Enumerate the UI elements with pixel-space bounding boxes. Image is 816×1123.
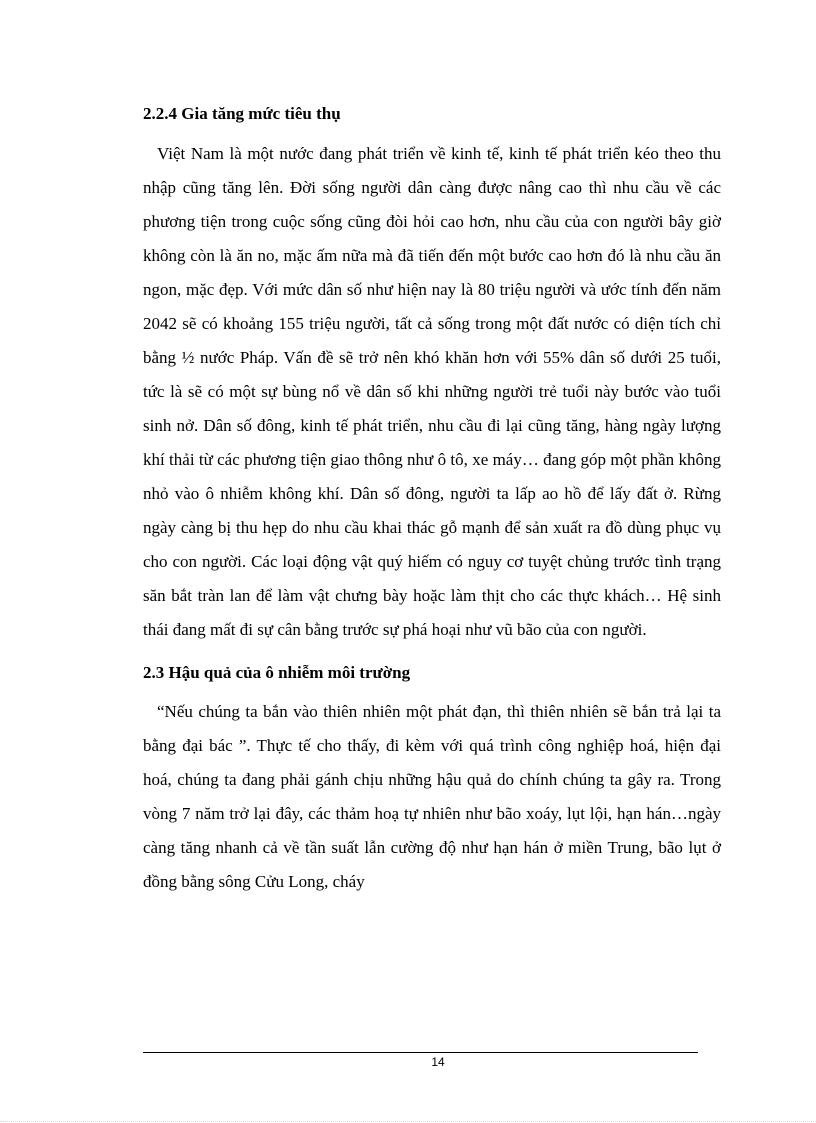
section-paragraph-2-3: “Nếu chúng ta bắn vào thiên nhiên một phát đạn, thì thiên nhiên sẽ bắn trả lại ta bằng đại bác ”. Thực tế cho thấy, đi kèm với quá trình công nghiệp hoá, hiện đại hoá, chúng ta đang phải gánh chịu những hậu quả do chính chúng ta gây ra. Trong vòng 7 năm trở lại đây, các thảm hoạ tự nhiên như bão xoáy, lụt lội, hạn hán…ngày càng tăng nhanh cả về tần suất lẫn cường độ như hạn hán ở miền Trung, bão lụt ở đồng bằng sông Cửu Long, cháy <box>143 702 721 891</box>
section-paragraph-2-2-4: Việt Nam là một nước đang phát triển về kinh tế, kinh tế phát triển kéo theo thu nhập cũng tăng lên. Đời sống người dân càng được nâng cao thì nhu cầu về các phương tiện trong cuộc sống cũng đòi hỏi cao hơn, nhu cầu của con người bây giờ không còn là ăn no, mặc ấm nữa mà đã tiến đến một bước cao hơn đó là nhu cầu ăn ngon, mặc đẹp. Với mức dân số như hiện nay là 80 triệu người và ước tính đến năm 2042 sẽ có khoảng 155 triệu người, tất cả sống trong một đất nước có diện tích chỉ bằng ½ nước Pháp. Vấn đề sẽ trở nên khó khăn hơn với 55% dân số dưới 25 tuổi, tức là sẽ có một sự bùng nổ về dân số khi những người trẻ tuổi này bước vào tuổi sinh nở. Dân số đông, kinh tế phát triển, nhu cầu đi lại cũng tăng, hàng ngày lượng khí thải từ các phương tiện giao thông như ô tô, xe máy… đang góp một phần không nhỏ vào ô nhiễm không khí. Dân số đông, người ta lấp ao hồ để lấy đất ở. Rừng ngày càng bị thu hẹp do nhu cầu khai thác gỗ mạnh để sản xuất ra đồ dùng phục vụ cho con người. Các loại động vật quý hiếm có nguy cơ tuyệt chủng trước tình trạng săn bắt tràn lan để làm vật chưng bày hoặc làm thịt cho các thực khách… Hệ sinh thái đang mất đi sự cân bằng trước sự phá hoại như vũ bão của con người. <box>143 144 721 639</box>
section-heading-2-3: 2.3 Hậu quả của ô nhiễm môi trường <box>143 663 411 682</box>
section-heading-2-2-4: 2.2.4 Gia tăng mức tiêu thụ <box>143 104 341 123</box>
page-bottom-edge <box>0 1121 816 1122</box>
page-number: 14 <box>431 1055 445 1069</box>
page-content <box>143 103 721 899</box>
footer-divider <box>143 1052 698 1053</box>
